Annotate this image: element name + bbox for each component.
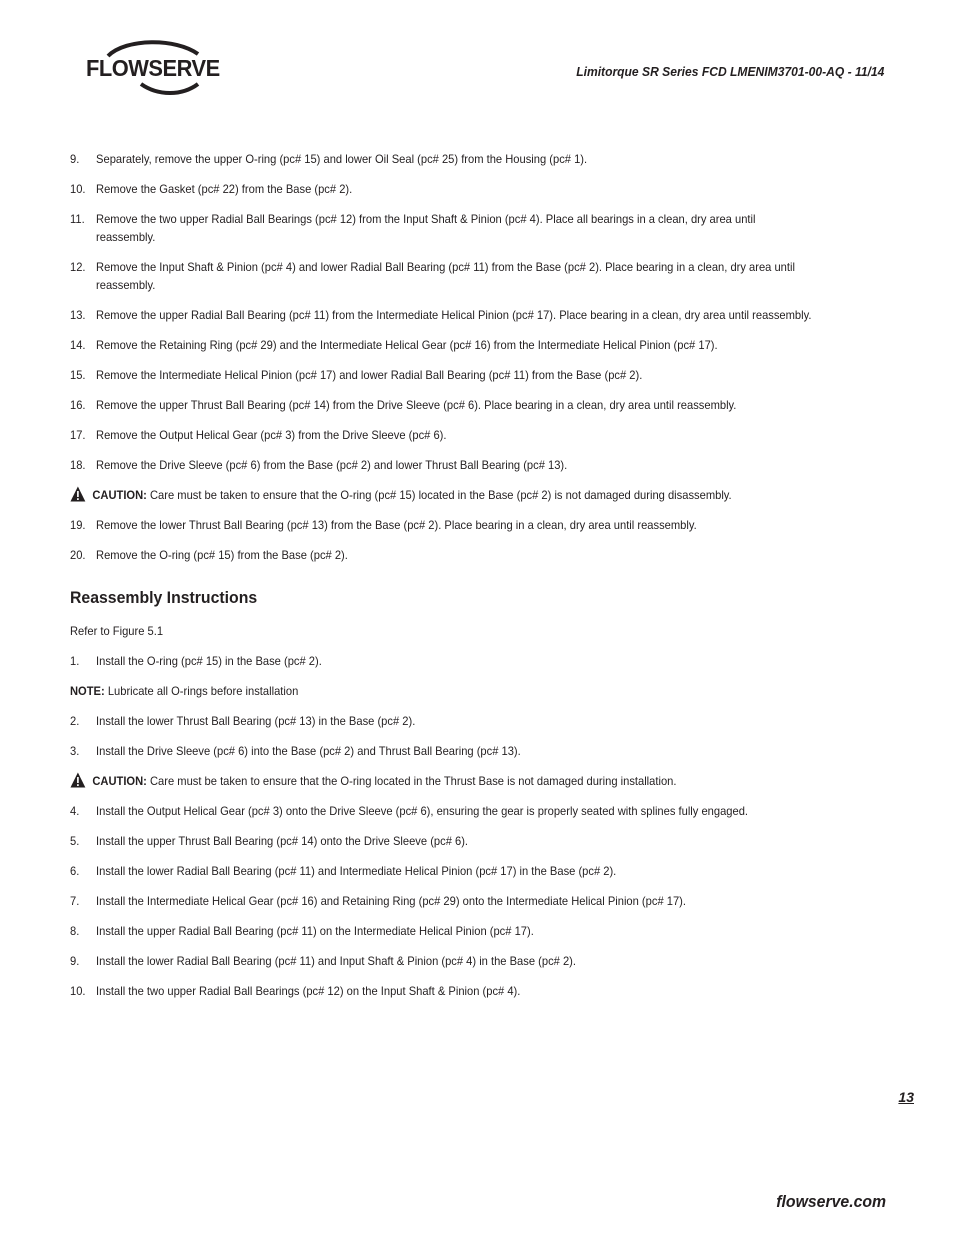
list-item — [70, 832, 814, 850]
list-item — [70, 396, 814, 414]
step-number: 19. — [70, 518, 86, 532]
list-item — [70, 982, 814, 1000]
website-link[interactable]: flowserve.com — [776, 1192, 886, 1211]
step-text: Install the Drive Sleeve (pc# 6) into the Base (pc# 2) and Thrust Ball Bearing (pc# 13). — [96, 744, 521, 758]
step-number: 6. — [70, 864, 80, 878]
step-number: 9. — [70, 152, 80, 166]
section-heading: Reassembly Instructions — [70, 588, 258, 607]
step-text: Install the lower Radial Ball Bearing (pc# 11) and Intermediate Helical Pinion (pc# 17) in the Base (pc# 2). — [96, 864, 617, 878]
step-number: 20. — [70, 548, 86, 562]
list-item — [70, 862, 814, 880]
step-text: Remove the Gasket (pc# 22) from the Base (pc# 2). — [96, 182, 353, 196]
step-number: 9. — [70, 954, 80, 968]
step-text: Install the Intermediate Helical Gear (pc# 16) and Retaining Ring (pc# 29) onto the Intermediate Helical Pinion (pc# 17). — [96, 894, 686, 908]
step-number: 7. — [70, 894, 80, 908]
step-text: Install the upper Thrust Ball Bearing (pc# 14) onto the Drive Sleeve (pc# 6). — [96, 834, 469, 848]
step-number: 13. — [70, 308, 86, 322]
list-item — [70, 366, 814, 384]
step-number: 11. — [70, 212, 85, 226]
note — [70, 682, 814, 700]
disassembly-steps-continued — [70, 516, 870, 564]
step-number: 14. — [70, 338, 86, 352]
step-text: Remove the Input Shaft & Pinion (pc# 4) and lower Radial Ball Bearing (pc# 11) from the Base (pc# 2). Place bearing in a clean, dry area until reassembly. — [96, 260, 795, 292]
list-item — [70, 426, 814, 444]
step-text: Install the O-ring (pc# 15) in the Base (pc# 2). — [96, 654, 322, 668]
step-number: 8. — [70, 924, 80, 938]
list-item — [70, 456, 814, 474]
list-item — [70, 952, 814, 970]
list-item — [70, 150, 814, 168]
step-text: Install the upper Radial Ball Bearing (pc# 11) on the Intermediate Helical Pinion (pc# 17). — [96, 924, 534, 938]
caution-label: CAUTION: — [92, 774, 147, 788]
list-item — [70, 210, 814, 246]
caution-text: Care must be taken to ensure that the O-ring (pc# 15) located in the Base (pc# 2) is not damaged during disassembly. — [146, 488, 732, 502]
step-text: Install the lower Thrust Ball Bearing (pc# 13) in the Base (pc# 2). — [96, 714, 416, 728]
step-text: Install the two upper Radial Ball Bearings (pc# 12) on the Input Shaft & Pinion (pc# 4). — [96, 984, 521, 998]
step-text: Install the lower Radial Ball Bearing (pc# 11) and Input Shaft & Pinion (pc# 4) in the Base (pc# 2). — [96, 954, 576, 968]
step-text: Remove the O-ring (pc# 15) from the Base (pc# 2). — [96, 548, 348, 562]
step-number: 5. — [70, 834, 80, 848]
list-item — [70, 712, 814, 730]
page-number: 13 — [898, 1089, 914, 1105]
reassembly-steps — [70, 712, 870, 760]
disassembly-steps — [70, 150, 870, 474]
step-number: 18. — [70, 458, 86, 472]
document-reference: Limitorque SR Series FCD LMENIM3701-00-AQ - 11/14 — [575, 64, 884, 79]
reassembly-steps-continued — [70, 802, 870, 1000]
step-number: 3. — [70, 744, 80, 758]
step-text: Remove the upper Thrust Ball Bearing (pc# 14) from the Drive Sleeve (pc# 6). Place bearing in a clean, dry area until reassembly. — [96, 398, 737, 412]
step-number: 12. — [70, 260, 86, 274]
step-text: Install the Output Helical Gear (pc# 3) onto the Drive Sleeve (pc# 6), ensuring the gear is properly seated with splines fully engaged. — [96, 804, 749, 818]
warning-icon — [70, 486, 86, 502]
step-number: 4. — [70, 804, 80, 818]
note-text: Lubricate all O-rings before installation — [104, 684, 299, 698]
step-number: 15. — [70, 368, 86, 382]
list-item — [70, 516, 814, 534]
list-item — [70, 742, 814, 760]
step-text: Separately, remove the upper O-ring (pc# 15) and lower Oil Seal (pc# 25) from the Housing (pc# 1). — [96, 152, 588, 166]
step-text: Remove the Drive Sleeve (pc# 6) from the Base (pc# 2) and lower Thrust Ball Bearing (pc# 13). — [96, 458, 568, 472]
flowserve-logo — [86, 40, 226, 96]
list-item — [70, 546, 814, 564]
step-number: 17. — [70, 428, 86, 442]
caution-disassembly — [70, 486, 814, 504]
step-number: 2. — [70, 714, 80, 728]
step-text: Remove the Retaining Ring (pc# 29) and the Intermediate Helical Gear (pc# 16) from the Intermediate Helical Pinion (pc# 17). — [96, 338, 718, 352]
caution-label: CAUTION: — [92, 488, 147, 502]
list-item — [70, 892, 814, 910]
list-item — [70, 258, 814, 294]
caution-reassembly — [70, 772, 814, 790]
list-item — [70, 336, 814, 354]
step-text: Remove the upper Radial Ball Bearing (pc# 11) from the Intermediate Helical Pinion (pc# 17). Place bearing in a clean, dry area until reassembly. — [96, 308, 812, 322]
step-text: Remove the Output Helical Gear (pc# 3) from the Drive Sleeve (pc# 6). — [96, 428, 447, 442]
list-item — [70, 922, 814, 940]
list-item — [70, 306, 814, 324]
warning-icon — [70, 772, 86, 788]
step-number: 10. — [70, 182, 86, 196]
logo-wordmark: FLOWSERVE — [86, 55, 220, 81]
step-text: Remove the Intermediate Helical Pinion (pc# 17) and lower Radial Ball Bearing (pc# 11) from the Base (pc# 2). — [96, 368, 643, 382]
figure-reference: Refer to Figure 5.1 — [70, 624, 164, 638]
caution-text: Care must be taken to ensure that the O-ring located in the Thrust Base is not damaged during installation. — [146, 774, 677, 788]
step-number: 10. — [70, 984, 86, 998]
step-text: Remove the lower Thrust Ball Bearing (pc# 13) from the Base (pc# 2). Place bearing in a clean, dry area until reassembly. — [96, 518, 697, 532]
list-item — [70, 802, 814, 820]
list-item — [70, 652, 814, 670]
note-label: NOTE: — [70, 684, 105, 698]
step-text: Remove the two upper Radial Ball Bearings (pc# 12) from the Input Shaft & Pinion (pc# 4). Place all bearings in a clean, dry area until reassembly. — [96, 212, 756, 244]
list-item — [70, 180, 814, 198]
page-content — [70, 150, 870, 1012]
step-number: 1. — [70, 654, 80, 668]
step-number: 16. — [70, 398, 86, 412]
